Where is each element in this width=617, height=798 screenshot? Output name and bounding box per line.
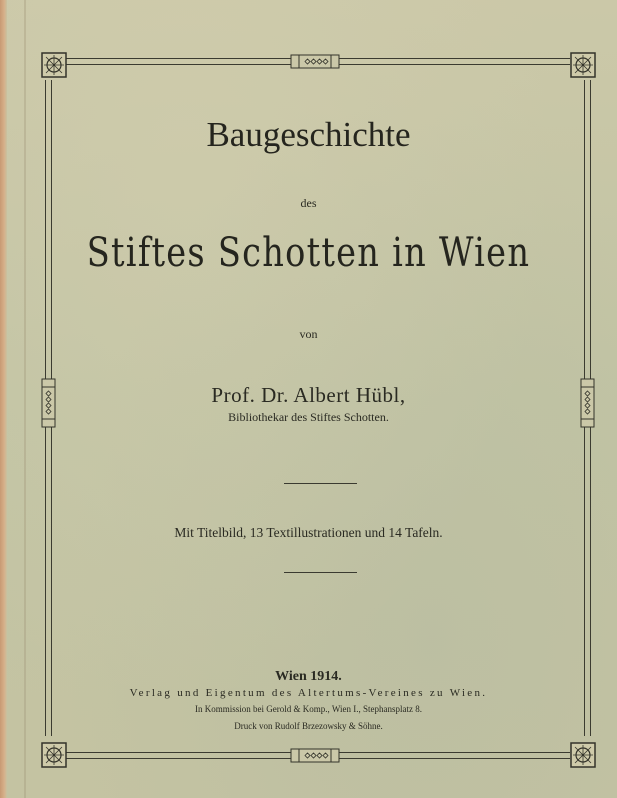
corner-knot-icon bbox=[570, 52, 596, 78]
divider-rule-lower bbox=[284, 572, 357, 573]
corner-knot-icon bbox=[570, 742, 596, 768]
title-line-1: Baugeschichte bbox=[206, 115, 411, 154]
imprint-place-year: Wien 1914. bbox=[275, 669, 342, 684]
bottom-clasp-ornament-icon bbox=[290, 748, 340, 763]
author-name: Prof. Dr. Albert Hübl, bbox=[211, 383, 406, 407]
imprint-printer: Druck von Rudolf Brzezowsky & Söhne. bbox=[234, 721, 383, 731]
author-role: Bibliothekar des Stiftes Schotten. bbox=[228, 410, 389, 424]
imprint-publisher: Verlag und Eigentum des Altertums-Vereines zu Wien. bbox=[129, 687, 488, 699]
corner-knot-icon bbox=[41, 742, 67, 768]
title-line-2: Stiftes Schotten in Wien bbox=[86, 230, 531, 276]
imprint-commission: In Kommission bei Gerold & Komp., Wien I., Stephansplatz 8. bbox=[195, 704, 422, 714]
top-clasp-ornament-icon bbox=[290, 54, 340, 69]
connector-von: von bbox=[299, 327, 318, 341]
divider-rule-upper bbox=[284, 483, 357, 484]
connector-des: des bbox=[300, 196, 317, 210]
corner-knot-icon bbox=[41, 52, 67, 78]
illustrations-note: Mit Titelbild, 13 Textillustrationen und 14 Tafeln. bbox=[174, 525, 443, 540]
